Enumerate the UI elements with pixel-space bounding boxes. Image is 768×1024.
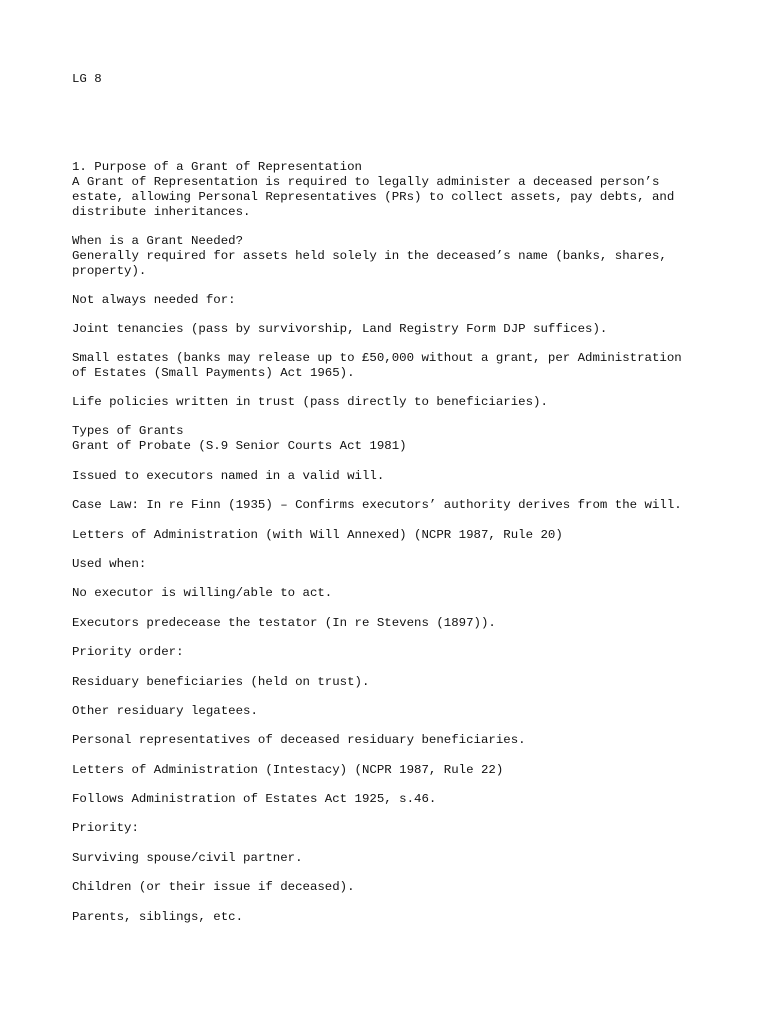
- used-when-label: Used when:: [72, 557, 147, 571]
- predecease-item: Executors predecease the testator (In re Stevens (1897)).: [72, 616, 496, 630]
- types-heading: Types of Grants: [72, 424, 184, 438]
- small-estates-line-1: Small estates (banks may release up to £50,000 without a grant, per Administration: [72, 351, 682, 365]
- small-estates-line-2: of Estates (Small Payments) Act 1965).: [72, 366, 355, 380]
- when-text-line-1: Generally required for assets held solely in the deceased’s name (banks, shares,: [72, 249, 667, 263]
- follows-aea-text: Follows Administration of Estates Act 1925, s.46.: [72, 792, 437, 806]
- annexed-heading: Letters of Administration (with Will Annexed) (NCPR 1987, Rule 20): [72, 528, 563, 542]
- intro-line-3: distribute inheritances.: [72, 205, 251, 219]
- personal-reps-item: Personal representatives of deceased residuary beneficiaries.: [72, 733, 526, 747]
- joint-tenancies-paragraph: Joint tenancies (pass by survivorship, Land Registry Form DJP suffices).: [72, 322, 608, 336]
- no-executor-item: No executor is willing/able to act.: [72, 586, 333, 600]
- probate-heading: Grant of Probate (S.9 Senior Courts Act 1981): [72, 439, 407, 453]
- page-header: LG 8: [72, 72, 102, 86]
- residuary-beneficiaries-item: Residuary beneficiaries (held on trust).: [72, 675, 370, 689]
- life-policies-paragraph: Life policies written in trust (pass directly to beneficiaries).: [72, 395, 548, 409]
- spouse-item: Surviving spouse/civil partner.: [72, 851, 303, 865]
- other-legatees-item: Other residuary legatees.: [72, 704, 258, 718]
- parents-item: Parents, siblings, etc.: [72, 910, 244, 924]
- intro-line-1: A Grant of Representation is required to legally administer a deceased person’s: [72, 175, 660, 189]
- children-item: Children (or their issue if deceased).: [72, 880, 355, 894]
- intro-line-2: estate, allowing Personal Representatives (PRs) to collect assets, pay debts, and: [72, 190, 675, 204]
- probate-case-law: Case Law: In re Finn (1935) – Confirms executors’ authority derives from the will.: [72, 498, 682, 512]
- probate-text: Issued to executors named in a valid will.: [72, 469, 385, 483]
- section-title: 1. Purpose of a Grant of Representation: [72, 160, 362, 174]
- when-text-line-2: property).: [72, 264, 147, 278]
- intestacy-heading: Letters of Administration (Intestacy) (NCPR 1987, Rule 22): [72, 763, 504, 777]
- priority-order-label: Priority order:: [72, 645, 184, 659]
- priority-label: Priority:: [72, 821, 139, 835]
- when-heading: When is a Grant Needed?: [72, 234, 244, 248]
- not-needed-heading: Not always needed for:: [72, 293, 236, 307]
